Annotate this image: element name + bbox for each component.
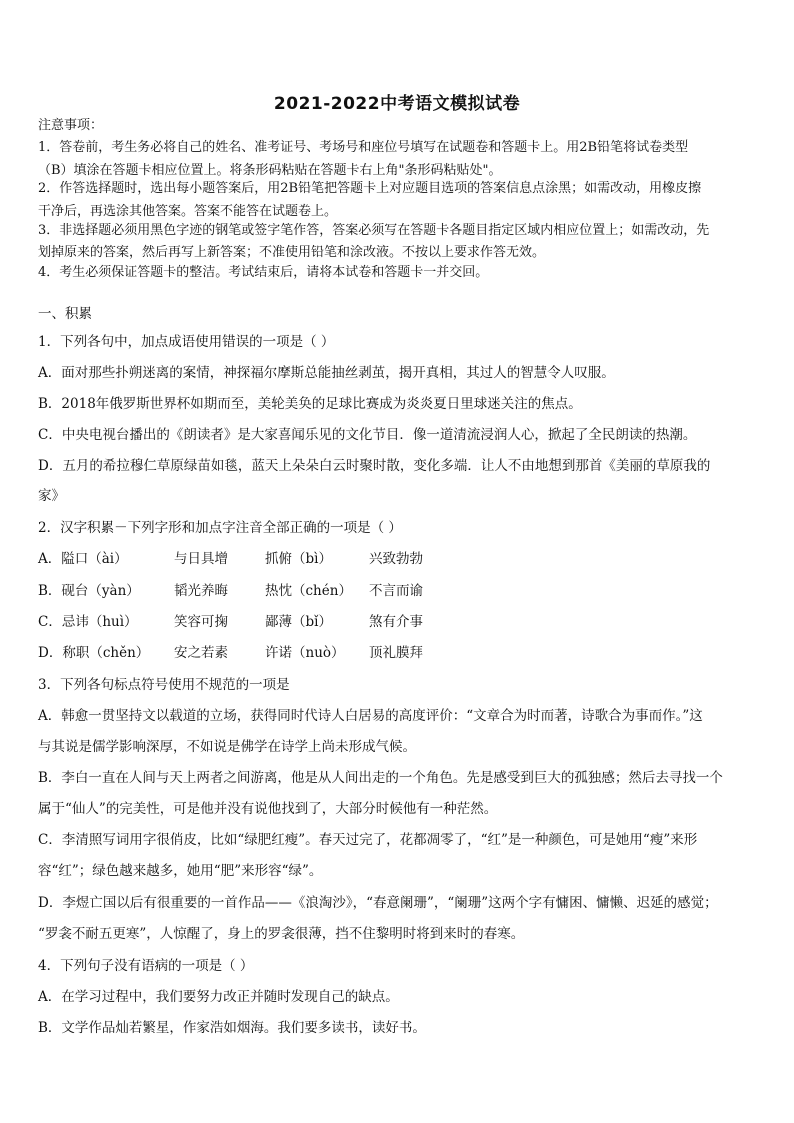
q3-option-a-line1: A．韩愈一贯坚持文以载道的立场，获得同时代诗人白居易的高度评价：“文章合为时而著，诗歌合为事而作。”这 [38,708,703,724]
notice-line-6: 划掉原来的答案，然后再写上新答案；不准使用铅笔和涂改液。不按以上要求作答无效。 [38,245,546,260]
q1-option-c: C．中央电视台播出的《朗读者》是大家喜闻乐见的文化节目．像一道清流浸润人心，掀起了全民朗读的热潮。 [38,427,697,443]
q2-d-word-3: 许诺（nuò） [265,645,345,661]
q3-option-c-line2: 容“红”；绿色越来越多，她用“肥”来形容“绿”。 [38,863,323,879]
q3-option-a-line2: 与其说是儒学影响深厚，不如说是佛学在诗学上尚未形成气候。 [38,739,416,755]
q2-b-word-4: 不言而谕 [369,583,423,599]
q2-d-word-1: D．称职（chěn） [38,645,150,661]
q2-b-word-3: 热忱（chén） [265,583,352,599]
q1-option-d-line1: D．五月的希拉穆仁草原绿苗如毯，蓝天上朵朵白云时聚时散，变化多端．让人不由地想到那首《美丽的草原我的 [38,458,711,474]
q2-c-word-2: 笑容可掬 [174,614,228,630]
notice-heading: 注意事项： [38,118,104,133]
q1-stem: 1．下列各句中，加点成语使用错误的一项是（ ） [38,334,335,350]
q2-a-word-1: A．隘口（ài） [38,551,128,567]
q2-b-word-1: B．砚台（yàn） [38,583,140,599]
q3-option-c-line1: C．李清照写词用字很俏皮，比如“绿肥红瘦”。春天过完了，花都凋零了，“红”是一种颜色，可是她用“瘦”来形 [38,832,698,848]
section-heading: 一、积累 [38,306,92,322]
q1-option-d-line2: 家》 [38,488,65,504]
q2-a-word-2: 与日具增 [174,551,228,567]
q2-b-word-2: 韬光养晦 [174,583,228,599]
q4-stem: 4．下列句子没有语病的一项是（ ） [38,958,254,974]
exam-title: 2021-2022中考语文模拟试卷 [273,94,521,114]
q2-c-word-3: 鄙薄（bǐ） [265,614,332,630]
notice-line-4: 干净后，再选涂其他答案。答案不能答在试题卷上。 [38,204,338,219]
notice-line-5: 3．非选择题必须用黑色字迹的钢笔或签字笔作答，答案必须写在答题卡各题目指定区域内相应位置上；如需改动，先 [38,223,710,238]
q3-option-d-line1: D．李煜亡国以后有很重要的一首作品——《浪淘沙》，“春意阑珊”，“阑珊”这两个字有慵困、慵懒、迟延的感觉； [38,895,718,911]
notice-line-3: 2．作答选择题时，选出每小题答案后，用2B铅笔把答题卡上对应题目选项的答案信息点涂黑；如需改动，用橡皮擦 [38,181,702,196]
q1-option-a: A．面对那些扑朔迷离的案情，神探福尔摩斯总能抽丝剥茧，揭开真相，其过人的智慧令人叹服。 [38,365,615,381]
q2-c-word-4: 煞有介事 [369,614,423,630]
q3-option-b-line1: B．李白一直在人间与天上两者之间游离，他是从人间出走的一个角色。先是感受到巨大的孤独感；然后去寻找一个 [38,770,723,786]
q3-option-d-line2: “罗衾不耐五更寒”，人惊醒了，身上的罗衾很薄，挡不住黎明时将到来时的春寒。 [38,926,525,942]
q2-a-word-4: 兴致勃勃 [369,551,423,567]
notice-line-1: 1．答卷前，考生务必将自己的姓名、准考证号、考场号和座位号填写在试题卷和答题卡上。用2B铅笔将试卷类型 [38,140,689,155]
q2-a-word-3: 抓俯（bì） [265,551,332,567]
q4-option-a: A．在学习过程中，我们要努力改正并随时发现自己的缺点。 [38,989,399,1005]
q2-c-word-1: C．忌讳（huì） [38,614,138,630]
q3-stem: 3．下列各句标点符号使用不规范的一项是 [38,677,290,693]
q2-stem: 2．汉字积累－下列字形和加点字注音全部正确的一项是（ ） [38,520,402,536]
q3-option-b-line2: 属于“仙人”的完美性，可是他并没有说他找到了，大部分时候他有一种茫然。 [38,801,498,817]
q2-d-word-4: 顶礼膜拜 [369,645,423,661]
q4-option-b: B．文学作品灿若繁星，作家浩如烟海。我们要多读书，读好书。 [38,1020,426,1036]
q1-option-b: B．2018年俄罗斯世界杯如期而至，美轮美奂的足球比赛成为炎炎夏日里球迷关注的焦点。 [38,396,582,412]
notice-line-7: 4．考生必须保证答题卡的整洁。考试结束后，请将本试卷和答题卡一并交回。 [38,265,489,280]
q2-d-word-2: 安之若素 [174,645,228,661]
notice-line-2: （B）填涂在答题卡相应位置上。将条形码粘贴在答题卡右上角"条形码粘贴处"。 [38,163,502,178]
